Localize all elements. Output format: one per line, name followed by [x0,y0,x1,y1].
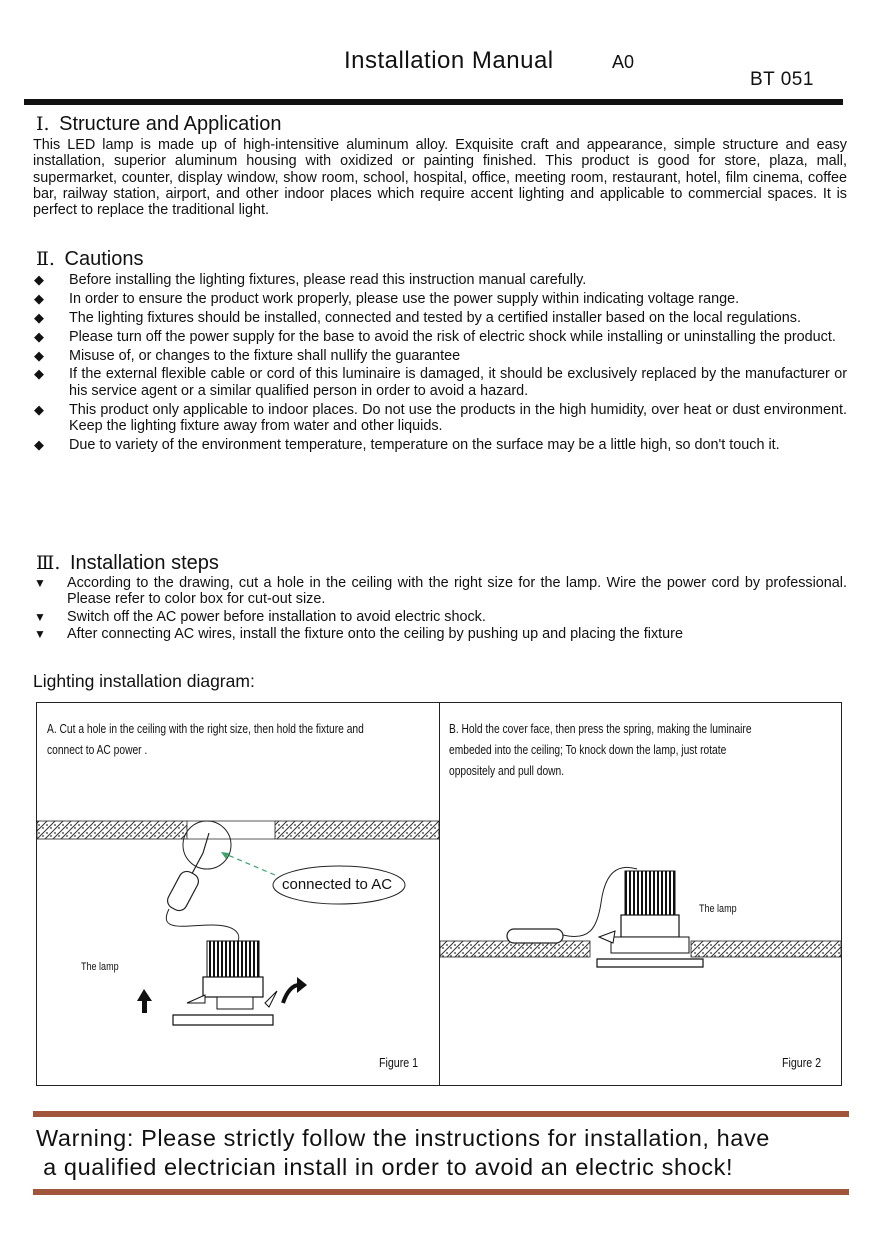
ceiling-right-a [275,821,439,839]
panel-b-caption-2: embeded into the ceiling; To knock down the lamp, just rotate [449,743,727,757]
figure-2-label: Figure 2 [782,1055,822,1070]
caution-text: Please turn off the power supply for the base to avoid the risk of electric shock while installing or uninstalling the product. [69,328,836,345]
warning-bottom-bar [33,1189,849,1195]
warning-line-2: a qualified electrician install in order to avoid an electric shock! [36,1153,734,1180]
revision-code: A0 [612,52,635,72]
section-1-body: This LED lamp is made up of high-intensitive aluminum alloy. Exquisite craft and appearance, simple structure and easy installation, superior aluminum housing with oxidized or painting finished. This product is good for store, plaza, mall, supermarket, counter, display window, show room, school, hospital, office, meeting room, restaurant, hotel, film cinema, coffee bar, railway station, airport, and other indoor places which require accent lighting and applicable to commercial spaces. It is perfect to replace the traditional light. [33,137,847,219]
model-number: BT 051 [750,69,814,90]
lamp-figure-2-icon [597,871,703,967]
section-1-title: Structure and Application [59,113,282,135]
section-1-heading [36,113,281,135]
panel-a-caption-1: A. Cut a hole in the ceiling with the right size, then hold the fixture and [47,722,364,736]
step-item [33,609,847,625]
panel-b-caption-3: oppositely and pull down. [449,764,565,778]
caution-item [33,366,847,399]
diagram-title: Lighting installation diagram: [33,671,255,691]
led-driver-icon [165,869,201,914]
driver-cable [166,909,238,943]
diamond-bullet-icon: ◆ [34,328,44,344]
warning-line-1: Warning: Please strictly follow the instructions for installation, have [36,1125,770,1151]
caution-item [33,272,847,288]
diamond-bullet-icon: ◆ [34,347,44,363]
diamond-bullet-icon: ◆ [34,272,44,287]
caution-item [33,437,847,453]
cautions-list [33,272,847,456]
caution-item [33,310,847,326]
caution-item [33,291,847,307]
caution-text: Misuse of, or changes to the fixture shall nullify the guarantee [69,347,461,364]
caution-text: This product only applicable to indoor places. Do not use the products in the high humidity, over heat or dust environment. Keep the lighting fixture away from water and other liquids. [69,401,847,434]
caution-item [33,402,847,435]
triangle-bullet-icon: ▼ [34,576,46,590]
warning-top-bar [33,1111,849,1117]
section-3-heading [36,552,219,574]
caution-text: The lighting fixtures should be installed, connected and tested by a certified installer based on the local regulations. [69,309,801,326]
panel-b-lamp-label: The lamp [699,903,737,915]
push-up-arrow-icon [137,989,152,1013]
caution-text: Due to variety of the environment temperature, temperature on the surface may be a little high, so don't touch it. [69,436,780,453]
caution-text: In order to ensure the product work properly, please use the power supply within indicating voltage range. [69,290,740,307]
section-2-numeral: Ⅱ. [36,248,55,270]
panel-a-caption-2: connect to AC power . [47,743,148,757]
section-3-numeral: Ⅲ. [36,552,61,574]
document-title: Installation Manual [344,47,554,74]
led-driver-icon [507,929,563,943]
caution-text: Before installing the lighting fixtures, please read this instruction manual carefully. [69,272,587,288]
diagram-drawing [37,703,841,1085]
step-item [33,575,847,608]
diamond-bullet-icon: ◆ [34,401,44,417]
figure-1-label: Figure 1 [379,1055,419,1070]
callout-arrow [223,853,275,875]
callout-arrowhead-icon [221,852,229,859]
rotate-arrow-icon [283,977,307,1003]
detail-circle [183,821,231,869]
header-divider [24,99,843,105]
diamond-bullet-icon: ◆ [34,309,44,325]
caution-item [33,329,847,345]
panel-a-lamp-label: The lamp [81,961,119,973]
triangle-bullet-icon: ▼ [34,609,46,624]
ceiling-right-b [691,941,841,957]
step-text: Switch off the AC power before installation to avoid electric shock. [67,608,486,625]
installation-steps-list [33,575,847,643]
installation-diagram [36,702,842,1086]
lamp-figure-1-icon [173,941,277,1025]
diamond-bullet-icon: ◆ [34,366,44,382]
ceiling-left-a [37,821,187,839]
callout-text: connected to AC [282,876,393,893]
section-2-title: Cautions [64,248,144,270]
panel-b-caption-1: B. Hold the cover face, then press the spring, making the luminaire [449,722,752,736]
section-3-title: Installation steps [69,552,219,574]
warning-text [36,1124,852,1181]
step-item [33,626,847,642]
caution-text: If the external flexible cable or cord of this luminaire is damaged, it should be exclusively replaced by the manufacturer or his service agent or a similar qualified person in order to avoid a hazard. [69,366,847,399]
caution-item [33,348,847,364]
diamond-bullet-icon: ◆ [34,290,44,306]
triangle-bullet-icon: ▼ [34,626,46,641]
diamond-bullet-icon: ◆ [34,436,44,452]
step-text: According to the drawing, cut a hole in the ceiling with the right size for the lamp. Wire the power cord by professional. Please refer to color box for cut-out size. [67,575,847,608]
step-text: After connecting AC wires, install the fixture onto the ceiling by pushing up and placing the fixture [67,625,683,642]
section-1-numeral: Ⅰ. [36,113,50,135]
section-2-heading [36,248,143,270]
